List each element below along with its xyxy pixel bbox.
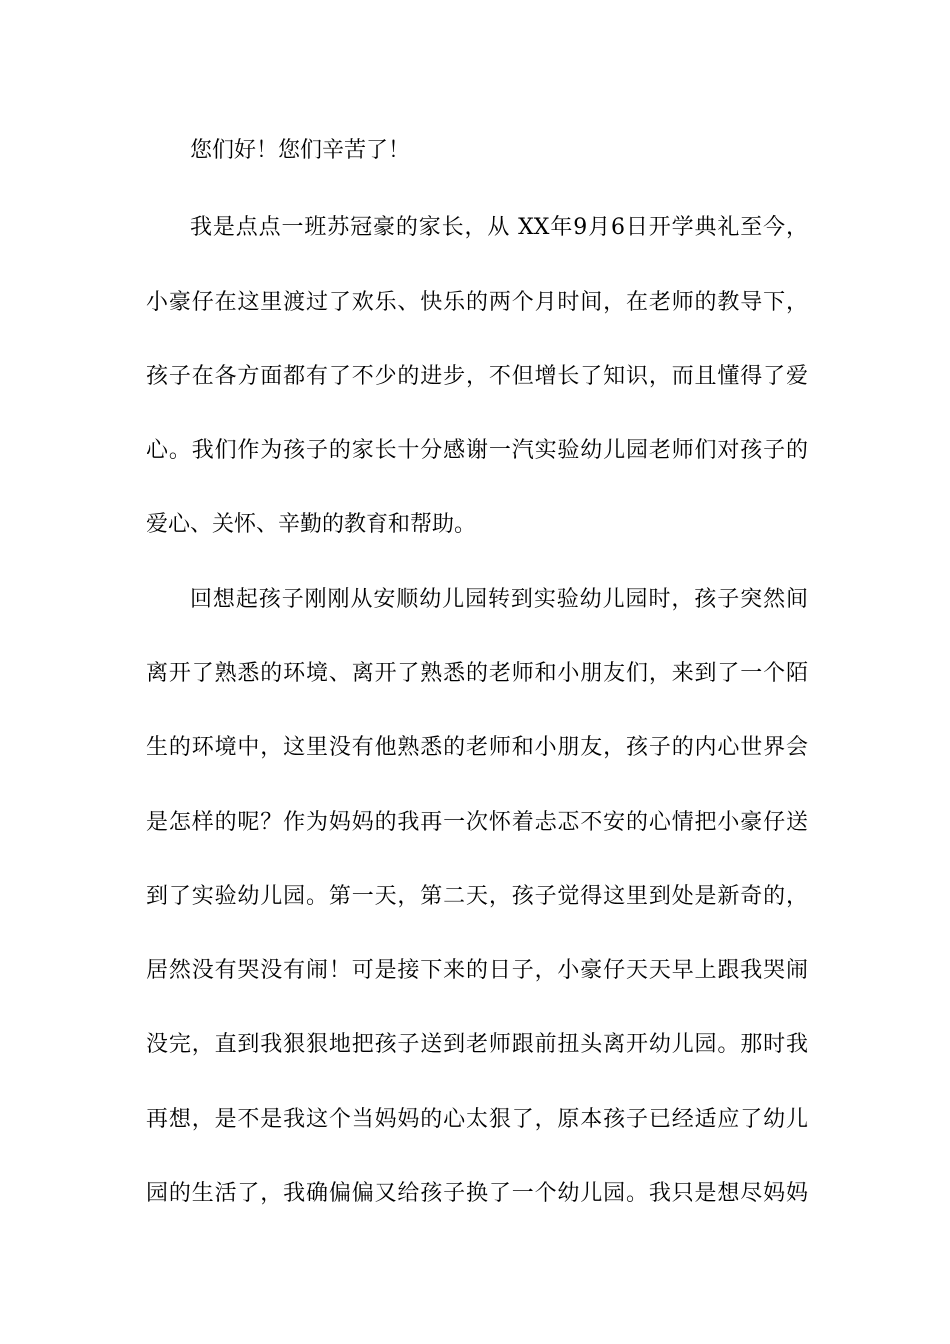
paragraph-2-line-2: 离开了熟悉的环境、离开了熟悉的老师和小朋友们，来到了一个陌 [146, 661, 808, 686]
paragraph-2-line-4: 是怎样的呢？作为妈妈的我再一次怀着忐忑不安的心情把小豪仔送 [146, 810, 808, 835]
paragraph-1-line-3: 孩子在各方面都有了不少的进步，不但增长了知识，而且懂得了爱 [146, 364, 808, 389]
paragraph-1-line-4: 心。我们作为孩子的家长十分感谢一汽实验幼儿园老师们对孩子的 [146, 438, 808, 463]
paragraph-2-line-1: 回想起孩子刚刚从安顺幼儿园转到实验幼儿园时，孩子突然间 [190, 587, 808, 612]
paragraph-1-line-2: 小豪仔在这里渡过了欢乐、快乐的两个月时间，在老师的教导下， [146, 290, 808, 315]
paragraph-2-line-5: 到了实验幼儿园。第一天，第二天，孩子觉得这里到处是新奇的， [146, 884, 808, 909]
paragraph-1-line-5: 爱心、关怀、辛勤的教育和帮助。 [146, 512, 477, 537]
paragraph-2-line-7: 没完，直到我狠狠地把孩子送到老师跟前扭头离开幼儿园。那时我 [146, 1032, 808, 1057]
paragraph-2-line-3: 生的环境中，这里没有他熟悉的老师和小朋友，孩子的内心世界会 [146, 735, 808, 760]
paragraph-2-line-6: 居然没有哭没有闹！可是接下来的日子，小豪仔天天早上跟我哭闹 [146, 958, 808, 983]
greeting-line: 您们好！您们辛苦了！ [190, 138, 411, 163]
paragraph-1-line-1: 我是点点一班苏冠豪的家长，从 XX年9月6日开学典礼至今， [190, 215, 808, 240]
paragraph-2-line-9: 园的生活了，我确偏偏又给孩子换了一个幼儿园。我只是想尽妈妈 [146, 1181, 808, 1206]
paragraph-2-line-8: 再想，是不是我这个当妈妈的心太狠了，原本孩子已经适应了幼儿 [146, 1107, 808, 1132]
